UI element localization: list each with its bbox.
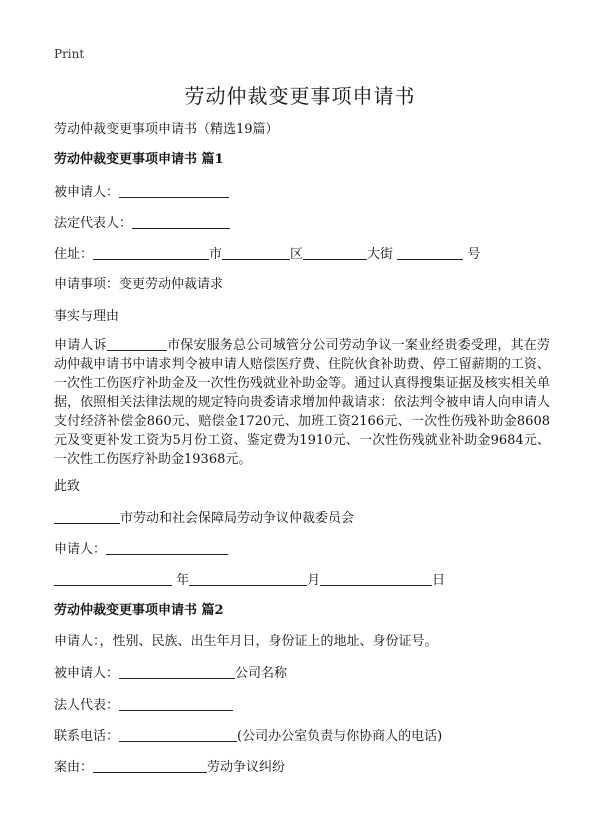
phone-line — [54, 727, 442, 746]
respondent-line — [54, 183, 229, 202]
section2-legal-rep-line — [54, 696, 233, 715]
committee-name: 市劳动和社会保障局劳动争议仲裁委员会 — [120, 511, 355, 526]
case-blank — [93, 758, 207, 773]
facts-prefix: 申请人诉 — [54, 338, 107, 353]
address-line — [54, 245, 480, 264]
salutation: 此致 — [54, 479, 81, 494]
address-city-blank — [93, 245, 209, 260]
address-district: 区 — [290, 247, 304, 262]
legal-rep-label: 法定代表人： — [54, 216, 133, 231]
document-title: 劳动仲裁变更事项申请书 — [184, 84, 416, 108]
date-day-blank — [320, 571, 432, 586]
section2-respondent-label: 被申请人： — [54, 666, 120, 681]
respondent-blank — [119, 183, 229, 198]
legal-rep-line — [54, 214, 230, 233]
applicant-sign-line — [54, 540, 228, 559]
case-line — [54, 758, 285, 777]
case-label: 案由： — [54, 760, 94, 775]
respondent-label: 被申请人： — [54, 185, 120, 200]
phone-blank — [119, 727, 237, 742]
facts-heading: 事实与理由 — [54, 309, 120, 324]
applicant-blank — [106, 540, 228, 555]
section2-heading: 劳动仲裁变更事项申请书 篇2 — [54, 603, 224, 618]
address-number-blank — [397, 245, 463, 260]
document-subtitle: 劳动仲裁变更事项申请书（精选19篇） — [54, 122, 279, 137]
section2-applicant-line: 申请人：，性别、民族、出生年月日，身份证上的地址、身份证号。 — [54, 634, 438, 649]
section2-legal-rep-label: 法人代表： — [54, 698, 120, 713]
address-street: 大街 — [367, 247, 394, 262]
date-month-blank — [189, 571, 307, 586]
date-year-blank — [54, 571, 172, 586]
address-number: 号 — [467, 247, 481, 262]
company-name: 公司名称 — [235, 666, 288, 681]
date-month: 月 — [307, 573, 321, 588]
facts-text: 市保安服务总公司城管分公司劳动争议一案业经贵委受理，其在劳动仲裁申请书中请求判令被申请人赔偿医疗费、住院伙食补助费、停工留薪期的工资、一次性工伤医疗补助金及一次性伤残就业补助金等。通过认真得搜集证据及核实相关单据，依照相关法律法规的规定特向贵委请求增加仲裁请求：依法判令被申请人向申请人支付经济补偿金860元、赔偿金1720元、加班工资2166元、一次性伤残补助金8608元及变更补发工资为5月份工资、鉴定费为1910元、一次性伤残就业补助金9684元、一次性工伤医疗补助金19368元。 — [54, 338, 550, 467]
applicant-label: 申请人： — [54, 542, 107, 557]
print-link[interactable]: Print — [54, 47, 85, 61]
address-district-blank — [222, 245, 290, 260]
facts-blank — [107, 337, 167, 351]
date-line — [54, 571, 445, 590]
committee-blank — [54, 509, 120, 524]
legal-rep-blank — [132, 214, 230, 229]
phone-note: (公司办公室负责与你协商人的电话) — [237, 729, 443, 744]
section2-legal-rep-blank — [119, 696, 233, 711]
case-value: 劳动争议纠纷 — [207, 760, 286, 775]
address-city: 市 — [209, 247, 223, 262]
application-matter: 申请事项：变更劳动仲裁请求 — [54, 277, 224, 292]
phone-label: 联系电话： — [54, 729, 120, 744]
facts-paragraph — [54, 336, 550, 469]
committee-line — [54, 509, 354, 528]
date-year: 年 — [176, 573, 190, 588]
address-label: 住址： — [54, 247, 94, 262]
section1-heading: 劳动仲裁变更事项申请书 篇1 — [54, 152, 224, 167]
date-day: 日 — [432, 573, 446, 588]
address-street-blank — [303, 245, 367, 260]
section2-respondent-line — [54, 664, 287, 683]
section2-respondent-blank — [119, 664, 235, 679]
